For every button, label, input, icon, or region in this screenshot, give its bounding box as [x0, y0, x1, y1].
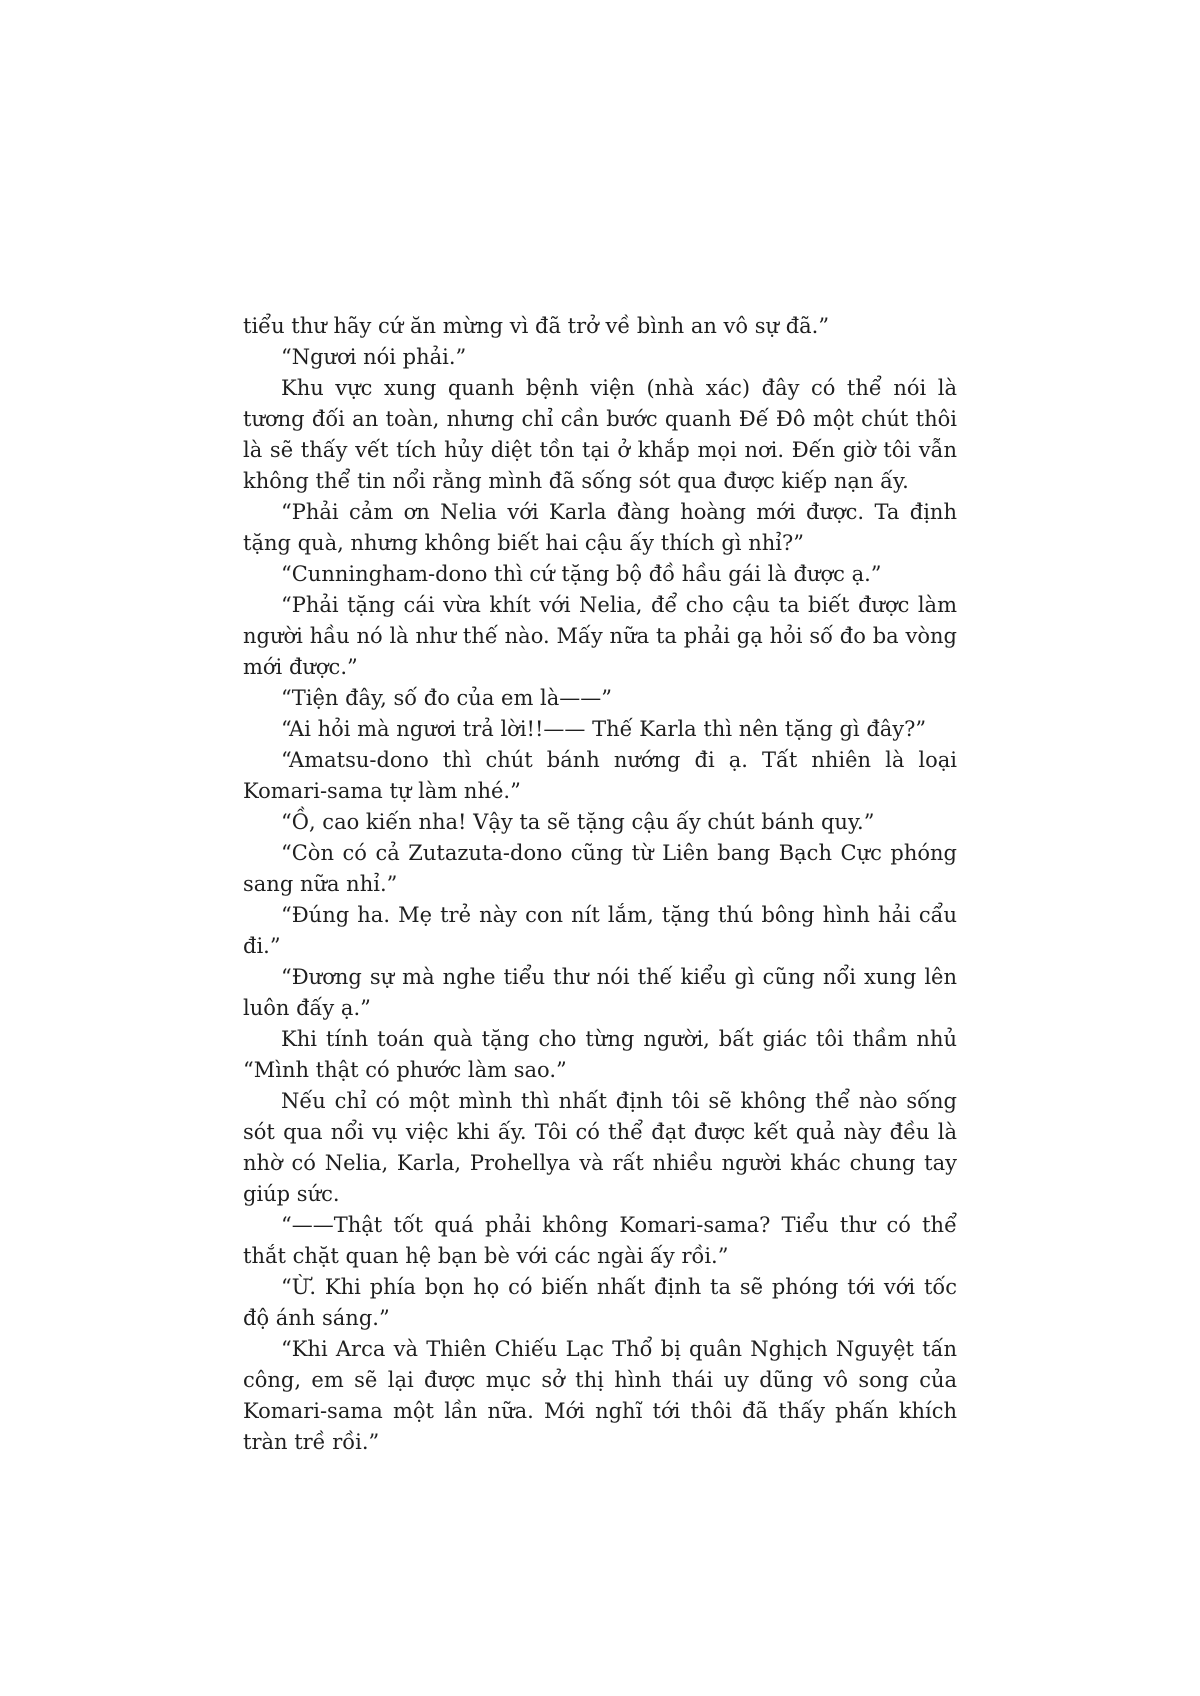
- paragraph: “Ngươi nói phải.”: [281, 345, 467, 369]
- paragraph: Khi tính toán quà tặng cho từng người, bất giác tôi thầm nhủ “Mình thật có phước làm sao.”: [243, 1027, 957, 1082]
- paragraph: “Ừ. Khi phía bọn họ có biến nhất định ta sẽ phóng tới với tốc độ ánh sáng.”: [243, 1275, 957, 1330]
- paragraph: Khu vực xung quanh bệnh viện (nhà xác) đây có thể nói là tương đối an toàn, nhưng chỉ cần bước quanh Đế Đô một chút thôi là sẽ thấy vết tích hủy diệt tồn tại ở khắp mọi nơi. Đến giờ tôi vẫn không thể tin nổi rằng mình đã sống sót qua được kiếp nạn ấy.: [243, 376, 957, 493]
- paragraph: “Ai hỏi mà ngươi trả lời!!—— Thế Karla thì nên tặng gì đây?”: [281, 717, 927, 741]
- paragraph: “Amatsu-dono thì chút bánh nướng đi ạ. Tất nhiên là loại Komari-sama tự làm nhé.”: [243, 748, 957, 803]
- paragraph: “Còn có cả Zutazuta-dono cũng từ Liên bang Bạch Cực phóng sang nữa nhỉ.”: [243, 841, 957, 896]
- paragraph: “Phải cảm ơn Nelia với Karla đàng hoàng mới được. Ta định tặng quà, nhưng không biết hai cậu ấy thích gì nhỉ?”: [243, 500, 957, 555]
- paragraph: “——Thật tốt quá phải không Komari-sama? Tiểu thư có thể thắt chặt quan hệ bạn bè với các ngài ấy rồi.”: [243, 1213, 957, 1268]
- paragraph: “Phải tặng cái vừa khít với Nelia, để cho cậu ta biết được làm người hầu nó là như thế nào. Mấy nữa ta phải gạ hỏi số đo ba vòng mới được.”: [243, 593, 957, 679]
- paragraph: tiểu thư hãy cứ ăn mừng vì đã trở về bình an vô sự đã.”: [243, 314, 830, 338]
- paragraph: “Khi Arca và Thiên Chiếu Lạc Thổ bị quân Nghịch Nguyệt tấn công, em sẽ lại được mục sở thị hình thái uy dũng vô song của Komari-sama một lần nữa. Mới nghĩ tới thôi đã thấy phấn khích tràn trề rồi.”: [243, 1337, 957, 1454]
- paragraph: “Đúng ha. Mẹ trẻ này con nít lắm, tặng thú bông hình hải cẩu đi.”: [243, 903, 957, 958]
- paragraph: Nếu chỉ có một mình thì nhất định tôi sẽ không thể nào sống sót qua nổi vụ việc khi ấy. Tôi có thể đạt được kết quả này đều là nhờ có Nelia, Karla, Prohellya và rất nhiều người khác chung tay giúp sức.: [243, 1089, 957, 1206]
- paragraph: “Đương sự mà nghe tiểu thư nói thế kiểu gì cũng nổi xung lên luôn đấy ạ.”: [243, 965, 957, 1020]
- paragraph: “Cunningham-dono thì cứ tặng bộ đồ hầu gái là được ạ.”: [281, 562, 882, 586]
- paragraph: “Ồ, cao kiến nha! Vậy ta sẽ tặng cậu ấy chút bánh quy.”: [281, 810, 875, 834]
- paragraph: “Tiện đây, số đo của em là——”: [281, 686, 613, 710]
- body-text: [243, 311, 957, 1458]
